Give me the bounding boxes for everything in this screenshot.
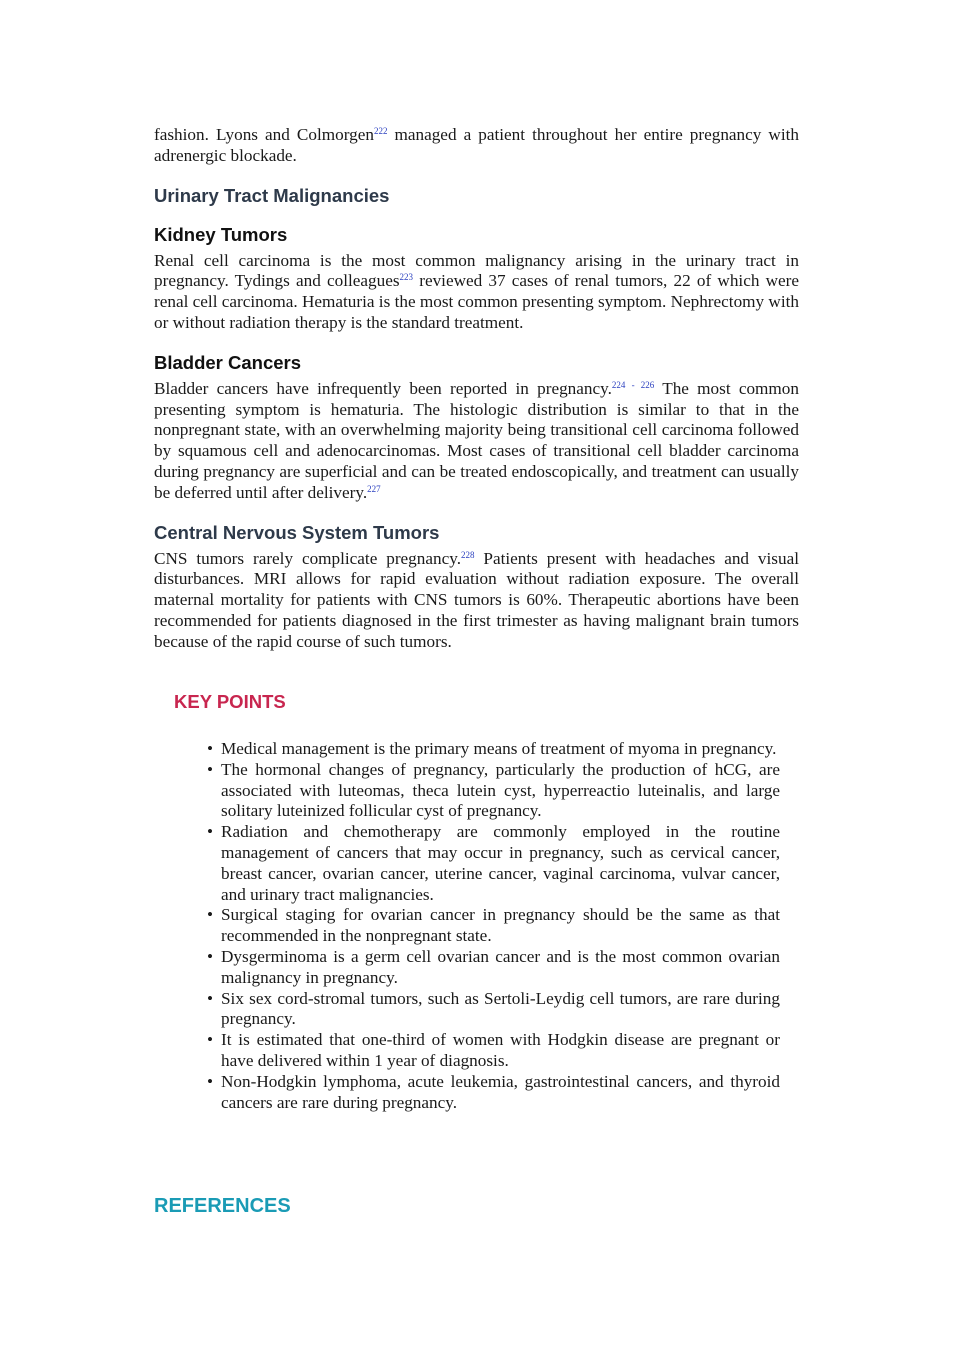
key-point-text: Non-Hodgkin lymphoma, acute leukemia, gastrointestinal cancers, and thyroid cancers are rare during pregnancy. bbox=[221, 1071, 780, 1112]
cns-text-1: CNS tumors rarely complicate pregnancy. bbox=[154, 548, 461, 568]
heading-kidney-tumors: Kidney Tumors bbox=[154, 223, 288, 245]
cns-paragraph bbox=[154, 549, 799, 653]
key-point-text: The hormonal changes of pregnancy, particularly the production of hCG, are associated with luteomas, theca lutein cyst, hyperreactio luteinalis, and large solitary luteinized follicular cyst of pregnancy. bbox=[221, 759, 780, 821]
citation-link-228[interactable]: 228 bbox=[461, 549, 475, 560]
bullet-icon: • bbox=[207, 946, 214, 966]
key-point-item bbox=[207, 739, 780, 760]
heading-urinary-tract-malignancies: Urinary Tract Malignancies bbox=[154, 184, 390, 206]
citation-link-222[interactable]: 222 bbox=[373, 126, 388, 136]
key-point-text: Six sex cord-stromal tumors, such as Sertoli-Leydig cell tumors, are rare during pregnancy. bbox=[221, 988, 780, 1029]
bullet-icon: • bbox=[207, 1071, 214, 1091]
bullet-icon: • bbox=[207, 1030, 214, 1050]
citation-link-224-226[interactable]: 224 - 226 bbox=[611, 379, 655, 390]
citation-link-223[interactable]: 223 bbox=[399, 272, 414, 283]
key-point-item bbox=[207, 1030, 780, 1072]
key-point-text: Dysgerminoma is a germ cell ovarian cancer and is the most common ovarian malignancy in pregnancy. bbox=[221, 946, 780, 987]
citation-link-227[interactable]: 227 bbox=[367, 483, 381, 494]
heading-cns-tumors: Central Nervous System Tumors bbox=[154, 521, 440, 543]
bladder-text-2: The most common presenting symptom is hematuria. The histologic distribution is similar to that in the nonpregnant state, with an overwhelming majority being transitional cell carcinoma followed by squamous cell and adenocarcinomas. Most cases of transitional cell bladder carcinoma during pregnancy are superficial and can be treated endoscopically, and treatment can usually be deferred until after delivery. bbox=[154, 378, 799, 502]
key-point-item bbox=[207, 947, 780, 989]
key-point-item bbox=[207, 822, 780, 905]
bullet-icon: • bbox=[207, 822, 214, 842]
references-heading: REFERENCES bbox=[154, 1195, 291, 1217]
intro-paragraph bbox=[154, 125, 799, 167]
intro-text-2: managed a patient throughout her entire pregnancy with adrenergic blockade. bbox=[154, 125, 799, 165]
key-point-item bbox=[207, 1072, 780, 1114]
kidney-text-2: reviewed 37 cases of renal tumors, 22 of which were renal cell carcinoma. Hematuria is the most common presenting symptom. Nephrectomy with or without radiation therapy is the standard treatment. bbox=[154, 271, 800, 332]
key-points-title: KEY POINTS bbox=[174, 691, 286, 712]
cns-text-2: Patients present with headaches and visual disturbances. MRI allows for rapid evaluation without radiation exposure. The overall maternal mortality for patients with CNS tumors is 60%. Therapeutic abortions have been recommended for patients diagnosed in the first trimester as having malignant brain tumors because of the rapid course of such tumors. bbox=[154, 548, 799, 651]
key-point-item bbox=[207, 989, 780, 1031]
key-point-text: Surgical staging for ovarian cancer in pregnancy should be the same as that recommended in the nonpregnant state. bbox=[221, 905, 780, 946]
bullet-icon: • bbox=[207, 905, 214, 925]
bullet-icon: • bbox=[207, 759, 214, 779]
key-point-text: Medical management is the primary means of treatment of myoma in pregnancy. bbox=[221, 739, 777, 758]
bullet-icon: • bbox=[207, 739, 214, 758]
bladder-text-1: Bladder cancers have infrequently been reported in pregnancy. bbox=[154, 378, 612, 398]
kidney-text-1: Renal cell carcinoma is the most common malignancy arising in the urinary tract in pregnancy. Tydings and colleagues bbox=[154, 250, 799, 291]
key-point-text: Radiation and chemotherapy are commonly employed in the routine management of cancers that may occur in pregnancy, such as cervical cancer, breast cancer, ovarian cancer, uterine cancer, vaginal carcinoma, vulvar cancer, and urinary tract malignancies. bbox=[221, 822, 780, 904]
kidney-paragraph bbox=[154, 251, 799, 334]
key-point-item bbox=[207, 760, 780, 822]
bladder-paragraph bbox=[154, 379, 799, 504]
key-point-text: It is estimated that one-third of women with Hodgkin disease are pregnant or have delivered within 1 year of diagnosis. bbox=[221, 1030, 780, 1070]
intro-text-1: fashion. Lyons and Colmorgen bbox=[154, 125, 374, 144]
main-content bbox=[154, 125, 799, 653]
key-point-item bbox=[207, 905, 780, 947]
heading-bladder-cancers: Bladder Cancers bbox=[154, 351, 302, 373]
bullet-icon: • bbox=[207, 988, 214, 1008]
key-points-list bbox=[207, 739, 780, 1113]
